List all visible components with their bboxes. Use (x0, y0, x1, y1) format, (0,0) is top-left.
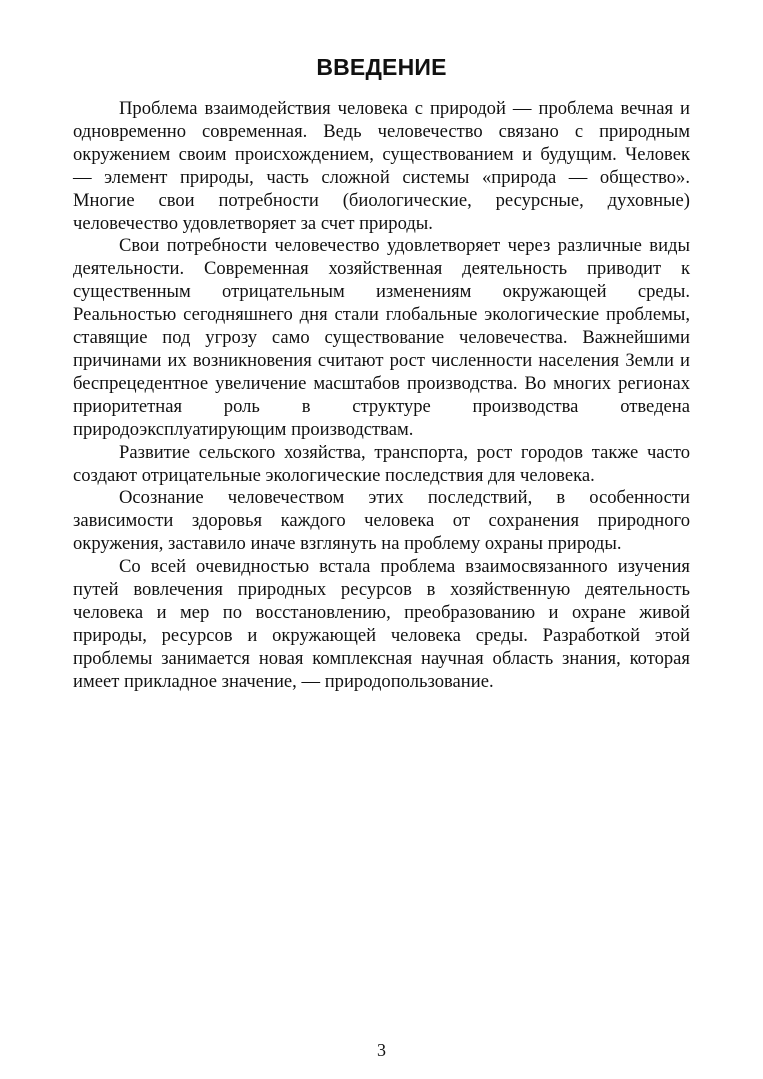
paragraph-3: Развитие сельского хозяйства, транспорта, рост городов также часто создают отрицательные экологические последствия для человека. (73, 441, 690, 486)
body-text (73, 98, 690, 694)
page-number: 3 (377, 1040, 386, 1060)
paragraph-5: Со всей очевидностью встала проблема взаимосвязанного изучения путей вовлечения природных ресурсов в хозяйственную деятельность человека и мер по восстановлению, преобразованию и охране живой природы, ресурсов и окружающей человека среды. Разработкой этой проблемы занимается новая комплексная научная область знания, которая имеет прикладное значение, — природопользование. (73, 556, 690, 692)
paragraph-1: Проблема взаимодействия человека с природой — проблема вечная и одновременно современная. Ведь человечество связано с природным окружением своим происхождением, существованием и будущим. Человек — элемент природы, часть сложной системы «природа — общество». Многие свои потребности (биологические, ресурсные, духовные) человечество удовлетворяет за счет природы. (73, 98, 690, 234)
paragraph-2: Свои потребности человечество удовлетворяет через различные виды деятельности. Современная хозяйственная деятельность приводит к существенным отрицательным изменениям окружающей среды. Реальностью сегодняшнего дня стали глобальные экологические проблемы, ставящие под угрозу само существование человечества. Важнейшими причинами их возникновения считают рост численности населения Земли и беспрецедентное увеличение масштабов производства. Во многих регионах приоритетная роль в структуре производства отведена природоэксплуатирующим производствам. (73, 235, 690, 440)
page-title: ВВЕДЕНИЕ (316, 54, 447, 80)
paragraph-4: Осознание человечеством этих последствий, в особенности зависимости здоровья каждого человека от сохранения природного окружения, заставило иначе взглянуть на проблему охраны природы. (73, 487, 690, 555)
